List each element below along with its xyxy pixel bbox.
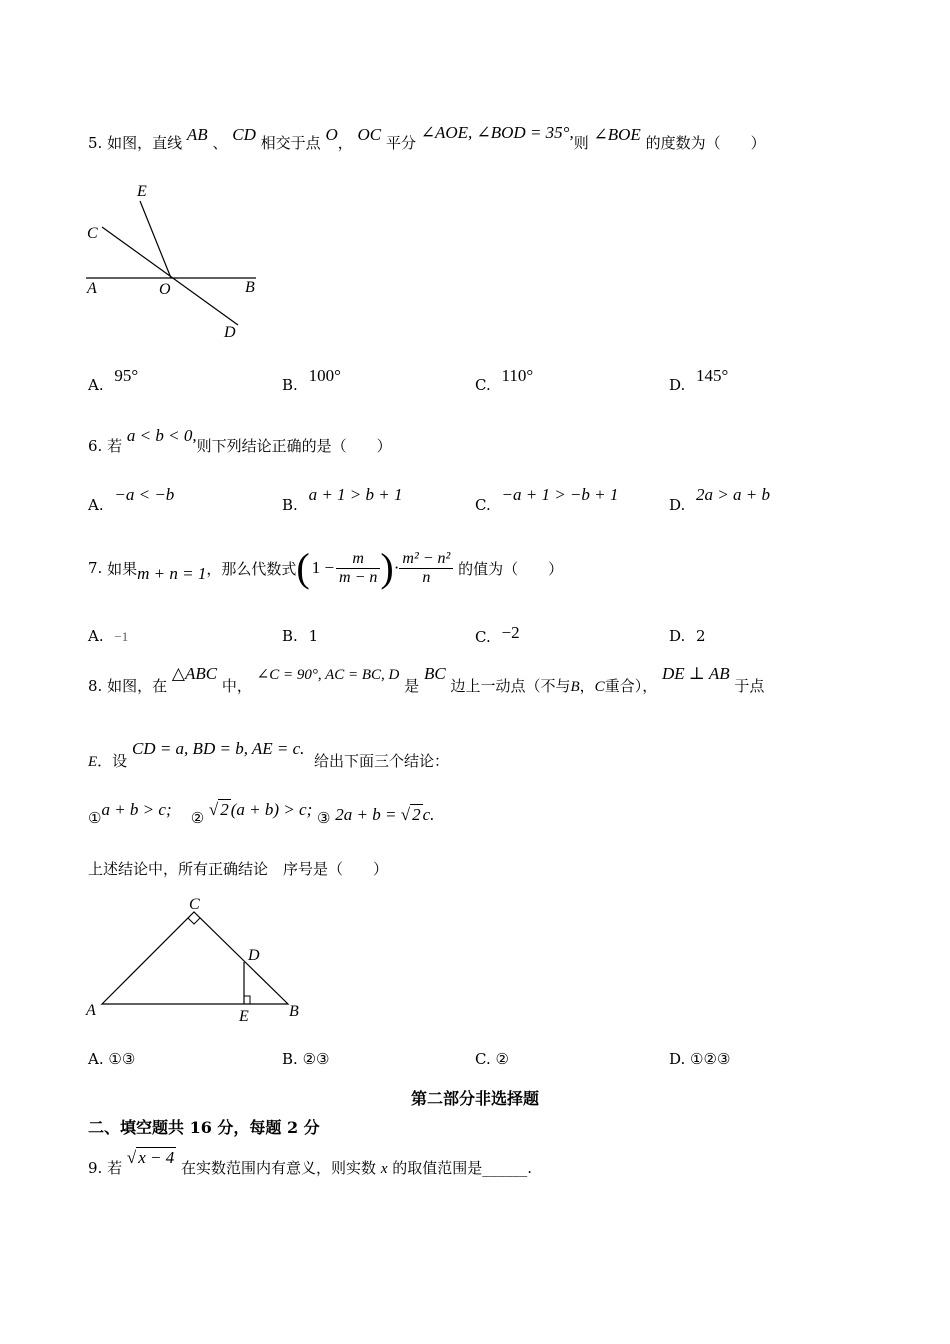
q8-conclusions [88, 800, 435, 828]
q6-option-b[interactable] [282, 485, 403, 515]
q8-point-e: E [88, 754, 98, 770]
q8-conclusion-2-rest: (a + b) > c; [230, 800, 313, 819]
q5-option-a-value: 95° [114, 366, 139, 385]
q5-label-c: C [87, 225, 98, 242]
q8-option-a-value: ①③ [108, 1050, 136, 1068]
q5-text-1: 如图，直线 [107, 134, 183, 152]
q7-option-b[interactable] [282, 627, 319, 645]
q7-fraction-1-denominator: m − n [339, 568, 378, 586]
q8-conclusion-2-sqrt-sign: √ [208, 800, 219, 819]
q9-variable-x: x [380, 1161, 388, 1177]
q7-option-c[interactable] [475, 623, 520, 647]
q8-option-a-letter: A. [88, 1050, 104, 1068]
q7-option-d-value: 2 [696, 627, 706, 645]
q5-option-a[interactable] [88, 366, 139, 395]
q7-option-c-value: −2 [501, 623, 520, 642]
q5-label-b: B [245, 279, 255, 296]
q5-label-d: D [224, 324, 236, 341]
q5-option-d[interactable] [669, 366, 729, 395]
q8-right-angle-c [188, 918, 200, 924]
q5-label-e: E [137, 183, 147, 200]
q5-option-b-value: 100° [308, 366, 341, 385]
q8-conclusion-2 [209, 800, 312, 819]
q6-option-a-value: −a < −b [114, 485, 175, 504]
q9-stem [88, 1148, 533, 1178]
q7-fraction-2 [399, 550, 453, 587]
q5-option-b[interactable] [282, 366, 341, 395]
section2-title: 二、填空题共 16 分，每题 2 分 [88, 1118, 320, 1137]
q7-option-b-value: 1 [308, 627, 319, 645]
q8-option-d-letter: D. [669, 1050, 686, 1068]
q6-text-2: 则下列结论正确的是（ ） [196, 437, 392, 455]
q8-option-c-value: ② [495, 1050, 509, 1068]
q7-right-paren: ) [380, 545, 394, 590]
q7-number: 7. [88, 559, 103, 577]
q6-option-b-value: a + 1 > b + 1 [308, 485, 403, 504]
q8-label-b: B [289, 1003, 299, 1020]
q6-option-a[interactable] [88, 485, 175, 515]
q9-number: 9. [88, 1159, 103, 1177]
q8-option-b-value: ②③ [302, 1050, 330, 1068]
q8-label-e: E [239, 1008, 249, 1025]
q8-text-4: 边上一动点（不与 [450, 677, 571, 695]
q5-ray-oc: OC [357, 125, 382, 144]
q8-option-b[interactable] [282, 1050, 329, 1068]
q7-stem [88, 540, 563, 596]
q8-text-3: 是 [404, 677, 420, 695]
q5-ray-oe-shape [140, 201, 171, 278]
q8-number: 8. [88, 677, 103, 695]
q5-text-3: 平分 [385, 134, 416, 152]
q8-side-bc: BC [423, 664, 446, 683]
q8-text-8: 给出下面三个结论： [313, 752, 449, 770]
q6-number: 6. [88, 437, 103, 455]
q8-text-1: 如图，在 [107, 677, 168, 695]
q8-conclusion-1-mark: ① [88, 809, 102, 827]
q7-text-3: 的值为（ ） [458, 559, 564, 578]
q8-point-b: B [570, 679, 580, 695]
q5-figure [80, 175, 280, 345]
q6-option-c-letter: C. [475, 496, 491, 514]
q5-comma: ， [337, 134, 353, 152]
q8-perpendicular: DE ⊥ AB [661, 664, 730, 683]
q5-option-c[interactable] [475, 366, 534, 395]
q8-text-5: 重合）， [604, 677, 658, 695]
q8-text-7: ．设 [97, 752, 128, 770]
q7-option-a[interactable] [88, 627, 129, 645]
q8-conclusion-3-mark: ③ [317, 809, 331, 827]
q6-option-d-letter: D. [669, 496, 686, 514]
q8-conclusion-3-sqrt-sign: √ [400, 805, 411, 824]
q7-text-2: ，那么代数式 [206, 559, 297, 578]
q6-option-d-value: 2a > a + b [696, 485, 770, 504]
q6-option-b-letter: B. [282, 496, 298, 514]
q5-option-d-value: 145° [696, 366, 729, 385]
q7-option-a-value: −1 [114, 629, 129, 644]
q9-radical [127, 1148, 176, 1167]
q8-figure [80, 892, 320, 1027]
q9-text-3: 的取值范围是______. [392, 1159, 533, 1177]
q8-option-c[interactable] [475, 1050, 509, 1068]
q9-radicand: x − 4 [138, 1148, 175, 1167]
q6-option-a-letter: A. [88, 496, 104, 514]
q8-condition-1: ∠C = 90°, AC = BC, D [256, 667, 400, 683]
q9-text-1: 若 [107, 1159, 123, 1177]
q6-option-d[interactable] [669, 485, 770, 515]
q8-stem-line-2 [88, 739, 449, 771]
q8-text-4b: ， [579, 677, 595, 695]
q5-text-2: 相交于点 [260, 134, 321, 152]
q8-option-a[interactable] [88, 1050, 135, 1068]
q8-conclusion-3-radicand: 2 [412, 805, 421, 824]
q5-stem [88, 123, 766, 153]
q5-option-a-letter: A. [88, 376, 104, 394]
q7-fraction-1 [336, 550, 380, 587]
q7-left-paren: ( [296, 545, 310, 590]
q5-condition: ∠AOE, ∠BOD = 35°, [420, 123, 574, 142]
q5-line-cd: CD [232, 125, 256, 144]
q5-sep: 、 [212, 134, 228, 152]
q6-option-c[interactable] [475, 485, 619, 515]
q5-option-c-value: 110° [501, 366, 534, 385]
q6-option-c-value: −a + 1 > −b + 1 [501, 485, 619, 504]
q5-option-c-letter: C. [475, 376, 491, 394]
q6-condition: a < b < 0, [126, 426, 197, 445]
q5-option-b-letter: B. [282, 376, 298, 394]
q7-option-d[interactable] [669, 627, 706, 645]
q9-sqrt-sign: √ [126, 1148, 137, 1167]
q7-option-b-letter: B. [282, 627, 298, 645]
q8-text-6: 于点 [734, 677, 765, 695]
q7-option-a-letter: A. [88, 627, 104, 645]
q8-point-c: C [594, 679, 605, 695]
q5-text-4: 则 [573, 134, 589, 152]
q8-conclusion-3-left: 2a + b = [335, 805, 397, 824]
q8-text-2: 中， [221, 677, 252, 695]
q8-right-angle-e [244, 996, 250, 1004]
q9-text-2: 在实数范围内有意义，则实数 [181, 1159, 377, 1177]
q8-option-d[interactable] [669, 1050, 730, 1068]
q8-option-d-value: ①②③ [690, 1050, 731, 1068]
q8-label-c: C [189, 896, 200, 913]
q7-option-c-letter: C. [475, 628, 491, 646]
q8-conclusion-2-radicand: 2 [220, 800, 229, 819]
q5-label-o: O [159, 281, 171, 298]
q8-conclusion-3 [335, 805, 434, 824]
q7-fraction-2-denominator: n [422, 568, 431, 586]
q8-condition-2: CD = a, BD = b, AE = c. [131, 739, 305, 758]
part2-title: 第二部分非选择题 [410, 1089, 539, 1108]
q8-stem-line-1 [88, 664, 765, 696]
q5-point-o: O [325, 125, 338, 144]
q8-question: 上述结论中，所有正确结论 序号是（ ） [88, 860, 389, 878]
q5-number: 5. [88, 134, 103, 152]
q5-text-5: 的度数为（ ） [645, 134, 766, 152]
q5-label-a: A [87, 280, 97, 297]
q8-conclusion-2-mark: ② [190, 809, 205, 827]
q7-condition: m + n = 1 [137, 564, 207, 583]
q5-line-ab: AB [186, 125, 208, 144]
q8-triangle-shape [102, 912, 288, 1004]
q8-option-c-letter: C. [475, 1050, 491, 1068]
q7-text-1: 如果 [107, 559, 138, 578]
q8-label-a: A [86, 1002, 96, 1019]
q5-option-d-letter: D. [669, 376, 686, 394]
q7-option-d-letter: D. [669, 627, 686, 645]
q7-one-minus: 1 − [311, 558, 335, 577]
q8-option-b-letter: B. [282, 1050, 298, 1068]
q8-conclusion-1: a + b > c; [101, 800, 172, 819]
q7-fraction-2-numerator: m² − n² [399, 550, 453, 569]
q8-triangle: △ABC [171, 664, 218, 683]
q8-conclusion-3-right: c. [422, 805, 435, 824]
q6-stem [88, 426, 392, 456]
q7-fraction-1-numerator: m [336, 550, 380, 569]
q6-text-1: 若 [107, 437, 123, 455]
q8-label-d: D [248, 947, 260, 964]
q7-dot: · [393, 558, 400, 577]
q5-angle-boe: ∠BOE [593, 125, 641, 144]
